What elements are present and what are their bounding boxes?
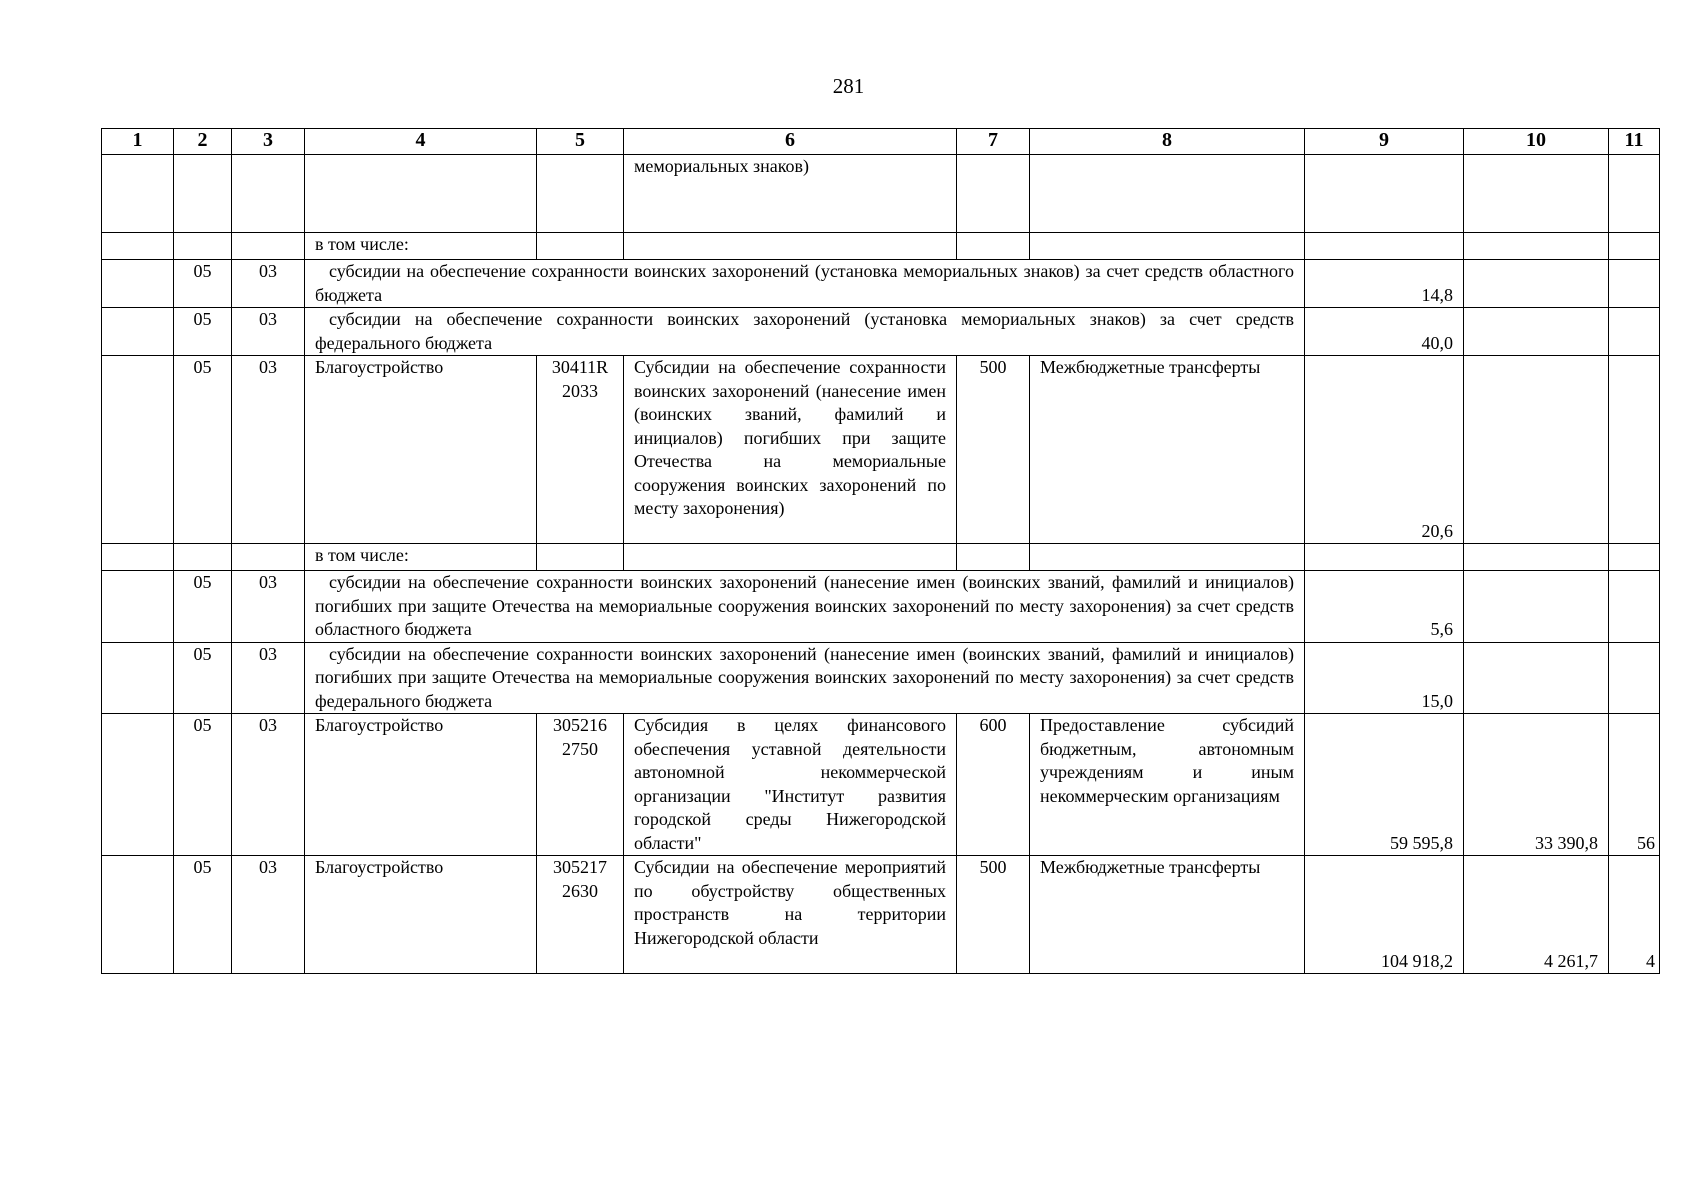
col-header-7: 7 [957, 129, 1030, 155]
table-cell [102, 260, 174, 308]
table-cell [102, 544, 174, 571]
table-cell [102, 856, 174, 974]
table-row [102, 571, 1660, 643]
subsidy-description: субсидии на обеспечение сохранности воинских захоронений (нанесение имен (воинских званий, фамилий и инициалов) погибших при защите Отечества на мемориальные сооружения воинских захоронений по месту захоронения) за счет средств федерального бюджета [305, 642, 1305, 714]
amount-col9: 104 918,2 [1305, 856, 1464, 974]
col-header-6: 6 [624, 129, 957, 155]
section-name: Благоустройство [305, 714, 537, 856]
table-cell [1030, 233, 1305, 260]
section-name: Благоустройство [305, 856, 537, 974]
table-cell [102, 356, 174, 544]
subsection-code: 03 [232, 571, 305, 643]
table-row [102, 260, 1660, 308]
table-cell [232, 544, 305, 571]
section-code: 05 [174, 856, 232, 974]
table-cell [305, 155, 537, 233]
table-cell [102, 714, 174, 856]
table-row [102, 544, 1660, 571]
amount-col9: 5,6 [1305, 571, 1464, 643]
table-cell [537, 233, 624, 260]
section-code: 05 [174, 714, 232, 856]
table-row [102, 856, 1660, 974]
table-cell [1305, 155, 1464, 233]
table-cell [1030, 155, 1305, 233]
table-cell [1609, 308, 1660, 356]
table-row [102, 714, 1660, 856]
table-row [102, 356, 1660, 544]
amount-col10: 4 261,7 [1464, 856, 1609, 974]
expense-type-code: 500 [957, 856, 1030, 974]
purpose-cell: Субсидии на обеспечение сохранности воинских захоронений (нанесение имен (воинских званий, фамилий и инициалов) погибших при защите Отечества на мемориальные сооружения воинских захоронений по месту захоронения) [624, 356, 957, 544]
subsection-code: 03 [232, 856, 305, 974]
section-code: 05 [174, 571, 232, 643]
section-code: 05 [174, 308, 232, 356]
budget-table [101, 128, 1660, 974]
col-header-4: 4 [305, 129, 537, 155]
table-cell [1609, 155, 1660, 233]
target-code: 305217 2630 [537, 856, 624, 974]
amount-col11: 4 [1609, 856, 1660, 974]
table-row [102, 155, 1660, 233]
subsection-code: 03 [232, 642, 305, 714]
table-cell [102, 155, 174, 233]
table-row [102, 308, 1660, 356]
table-cell [1609, 571, 1660, 643]
subsection-code: 03 [232, 356, 305, 544]
table-cell [957, 233, 1030, 260]
purpose-cell: Субсидии на обеспечение мероприятий по обустройству общественных пространств на территории Нижегородской области [624, 856, 957, 974]
section-code: 05 [174, 260, 232, 308]
table-cell [1609, 260, 1660, 308]
subsidy-description: субсидии на обеспечение сохранности воинских захоронений (нанесение имен (воинских званий, фамилий и инициалов) погибших при защите Отечества на мемориальные сооружения воинских захоронений по месту захоронения) за счет средств областного бюджета [305, 571, 1305, 643]
expense-type-code: 600 [957, 714, 1030, 856]
table-row [102, 642, 1660, 714]
including-label: в том числе: [305, 233, 537, 260]
table-cell [232, 155, 305, 233]
table-cell [1464, 155, 1609, 233]
table-cell [1464, 571, 1609, 643]
subsection-code: 03 [232, 308, 305, 356]
amount-col9: 15,0 [1305, 642, 1464, 714]
col-header-5: 5 [537, 129, 624, 155]
table-cell [174, 544, 232, 571]
col-header-2: 2 [174, 129, 232, 155]
table-cell [1609, 356, 1660, 544]
amount-col9: 14,8 [1305, 260, 1464, 308]
including-label: в том числе: [305, 544, 537, 571]
header-row [102, 129, 1660, 155]
purpose-cell: Субсидия в целях финансового обеспечения уставной деятельности автономной некоммерческой организации "Институт развития городской среды Нижегородской области" [624, 714, 957, 856]
table-cell [1305, 544, 1464, 571]
expense-type-code: 500 [957, 356, 1030, 544]
amount-col9: 20,6 [1305, 356, 1464, 544]
table-cell [957, 544, 1030, 571]
purpose-cell: мемориальных знаков) [624, 155, 957, 233]
expense-type-name: Межбюджетные трансферты [1030, 856, 1305, 974]
table-cell [624, 544, 957, 571]
table-cell [1464, 308, 1609, 356]
amount-col10: 33 390,8 [1464, 714, 1609, 856]
table-cell [1464, 260, 1609, 308]
expense-type-name: Межбюджетные трансферты [1030, 356, 1305, 544]
table-cell [1609, 642, 1660, 714]
table-cell [102, 233, 174, 260]
subsidy-description: субсидии на обеспечение сохранности воинских захоронений (установка мемориальных знаков) за счет средств областного бюджета [305, 260, 1305, 308]
table-cell [102, 308, 174, 356]
table-cell [102, 571, 174, 643]
section-code: 05 [174, 642, 232, 714]
table-cell [537, 544, 624, 571]
amount-col9: 40,0 [1305, 308, 1464, 356]
col-header-9: 9 [1305, 129, 1464, 155]
page-number: 281 [832, 74, 865, 98]
col-header-1: 1 [102, 129, 174, 155]
table-cell [1609, 544, 1660, 571]
amount-col11: 56 [1609, 714, 1660, 856]
section-name: Благоустройство [305, 356, 537, 544]
subsidy-description: субсидии на обеспечение сохранности воинских захоронений (установка мемориальных знаков) за счет средств федерального бюджета [305, 308, 1305, 356]
col-header-3: 3 [232, 129, 305, 155]
table-cell [174, 155, 232, 233]
amount-col9: 59 595,8 [1305, 714, 1464, 856]
table-cell [1464, 642, 1609, 714]
subsection-code: 03 [232, 714, 305, 856]
table-cell [232, 233, 305, 260]
table-cell [624, 233, 957, 260]
table-cell [1464, 356, 1609, 544]
target-code: 305216 2750 [537, 714, 624, 856]
table-cell [1464, 544, 1609, 571]
expense-type-name: Предоставление субсидий бюджетным, автономным учреждениям и иным некоммерческим организациям [1030, 714, 1305, 856]
section-code: 05 [174, 356, 232, 544]
table-cell [1609, 233, 1660, 260]
table-cell [1305, 233, 1464, 260]
table-cell [957, 155, 1030, 233]
col-header-11: 11 [1609, 129, 1660, 155]
table-cell [1030, 544, 1305, 571]
table-cell [537, 155, 624, 233]
table-cell [1464, 233, 1609, 260]
col-header-8: 8 [1030, 129, 1305, 155]
table-cell [102, 642, 174, 714]
col-header-10: 10 [1464, 129, 1609, 155]
table-row [102, 233, 1660, 260]
target-code: 30411R 2033 [537, 356, 624, 544]
table-cell [174, 233, 232, 260]
subsection-code: 03 [232, 260, 305, 308]
